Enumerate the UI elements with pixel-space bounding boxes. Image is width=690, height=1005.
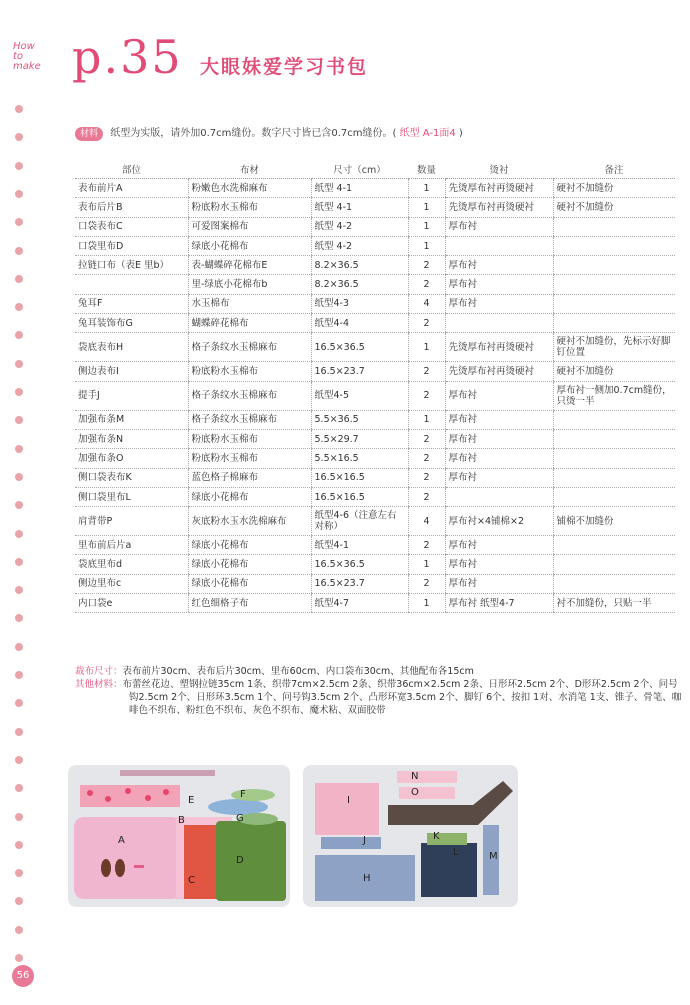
cell-part: 口袋里布D [75,236,188,255]
header-part: 部位 [75,160,188,179]
decorative-dot [15,784,23,792]
table-row [75,362,675,381]
cell-note [553,236,675,255]
cell-material: 绿底小花棉布 [188,574,311,593]
photo-label-o: O [411,787,419,798]
cell-material: 蓝色格子棉麻布 [188,468,311,487]
table-row [75,449,675,468]
cell-size: 纸型4-5 [311,381,408,410]
photo-label-b: B [178,815,185,826]
cell-size: 纸型4-1 [311,536,408,555]
materials-note [75,124,463,141]
cell-interfacing: 厚布衬 [445,217,553,236]
cell-interfacing: 厚布衬 [445,429,553,448]
materials-summary [75,665,685,717]
cell-part: 提手J [75,381,188,410]
table-row [75,333,675,362]
decorative-dot [15,671,23,679]
decorative-dot [15,558,23,566]
cell-size: 纸型 4-1 [311,198,408,217]
cell-interfacing: 厚布衬 纸型4-7 [445,594,553,613]
photo-label-m: M [489,851,498,862]
cell-material: 里-绿底小花棉布b [188,275,311,294]
table-row [75,217,675,236]
cell-material: 粉底粉水玉棉布 [188,429,311,448]
table-row [75,198,675,217]
decorative-dot [15,926,23,934]
cell-material: 粉底粉水玉棉布 [188,449,311,468]
decorative-dot [15,133,23,141]
cell-qty: 2 [408,362,445,381]
cell-qty: 1 [408,236,445,255]
decorative-dot [15,614,23,622]
materials-text: 纸型为实版，请外加0.7cm缝份。数字尺寸皆已含0.7cm缝份。( [110,128,397,139]
cell-material: 格子条纹水玉棉麻布 [188,410,311,429]
decorative-dot [15,643,23,651]
decorative-dot [15,473,23,481]
cell-interfacing: 厚布衬 [445,574,553,593]
cell-note: 厚布衬一侧加0.7cm缝份，只烫一半 [553,381,675,410]
cell-qty: 1 [408,410,445,429]
table-row [75,294,675,313]
decorative-dot [15,954,23,962]
cell-note [553,449,675,468]
decorative-dot [15,699,23,707]
decorative-dot [15,247,23,255]
cell-part: 口袋表布C [75,217,188,236]
cell-qty: 2 [408,256,445,275]
photo-label-c: C [188,875,195,886]
photo-label-k: K [433,831,440,842]
cell-note: 硬衬不加缝份，先标示好脚钉位置 [553,333,675,362]
table-row [75,410,675,429]
cell-part: 加强布条N [75,429,188,448]
materials-badge: 材料 [75,127,103,141]
cell-part: 肩背带P [75,507,188,536]
cell-size: 16.5×16.5 [311,468,408,487]
cell-part: 侧口袋里布L [75,487,188,506]
photo-label-j: J [363,835,366,846]
decorative-dot [15,445,23,453]
decorative-dot [15,303,23,311]
decorative-dot [15,813,23,821]
decorative-dot [15,586,23,594]
cell-material: 绿底小花棉布 [188,536,311,555]
cell-note: 硬衬不加缝份 [553,179,675,198]
cell-qty: 1 [408,333,445,362]
cell-material: 表-蝴蝶碎花棉布E [188,256,311,275]
cell-material: 绿底小花棉布 [188,236,311,255]
cell-size: 8.2×36.5 [311,275,408,294]
table-row [75,429,675,448]
header-qty: 数量 [408,160,445,179]
photo-label-h: H [363,873,371,884]
cell-note [553,275,675,294]
cell-size: 5.5×36.5 [311,410,408,429]
cell-qty: 2 [408,314,445,333]
cell-interfacing: 厚布衬 [445,410,553,429]
photo-label-a: A [118,835,125,846]
other-materials-label: 其他材料： [75,679,123,690]
cell-note [553,410,675,429]
cell-interfacing: 厚布衬 [445,536,553,555]
cell-qty: 1 [408,179,445,198]
cell-interfacing: 厚布衬×4铺棉×2 [445,507,553,536]
cell-material: 绿底小花棉布 [188,487,311,506]
table-row [75,179,675,198]
cell-qty: 2 [408,574,445,593]
cell-qty: 2 [408,429,445,448]
make-label: make [13,61,41,72]
cell-material: 粉底粉水玉棉布 [188,198,311,217]
cell-qty: 2 [408,487,445,506]
cell-interfacing [445,487,553,506]
cell-part: 兔耳F [75,294,188,313]
cell-size: 16.5×36.5 [311,555,408,574]
table-row [75,487,675,506]
how-label: How [13,41,35,52]
photo-label-g: G [236,813,244,824]
cell-size: 16.5×16.5 [311,487,408,506]
photo-label-n: N [411,771,419,782]
cell-qty: 1 [408,555,445,574]
materials-close: ) [458,128,463,139]
decorative-dot [15,728,23,736]
cell-material: 红色细格子布 [188,594,311,613]
other-materials-line [75,678,685,717]
cut-size-label: 裁布尺寸： [75,666,123,677]
cell-size: 纸型4-7 [311,594,408,613]
photo-label-i: I [347,795,350,806]
cell-note [553,468,675,487]
cell-note [553,555,675,574]
to-label: to [13,51,24,62]
cut-size-text: 表布前片30cm、表布后片30cm、里布60cm、内口袋布30cm、其他配布各15cm [122,666,474,677]
cell-qty: 2 [408,275,445,294]
header-interfacing: 烫衬 [445,160,553,179]
decorative-dot [15,869,23,877]
table-row [75,381,675,410]
decorative-dot [15,756,23,764]
fabric-photo-right [303,765,518,907]
cell-interfacing: 厚布衬 [445,555,553,574]
decorative-dots [12,105,28,985]
table-row [75,275,675,294]
cell-note [553,487,675,506]
cell-note [553,574,675,593]
table-row [75,555,675,574]
cell-qty: 4 [408,294,445,313]
cell-size: 纸型 4-2 [311,217,408,236]
cell-size: 纸型4-6（注意左右对称） [311,507,408,536]
cell-qty: 2 [408,449,445,468]
cell-note [553,217,675,236]
decorative-dot [15,275,23,283]
pattern-ref: 纸型 A-1面4 [399,128,456,139]
parts-table [75,160,675,613]
decorative-dot [15,897,23,905]
table-row [75,536,675,555]
cell-size: 8.2×36.5 [311,256,408,275]
cell-interfacing: 先烫厚布衬再烫硬衬 [445,198,553,217]
cell-part: 拉链口布（表E 里b） [75,256,188,275]
cell-part: 侧边表布I [75,362,188,381]
cell-note: 硬衬不加缝份 [553,362,675,381]
cell-part: 加强布条O [75,449,188,468]
cell-material: 绿底小花棉布 [188,555,311,574]
cell-interfacing [445,236,553,255]
cell-part: 表布后片B [75,198,188,217]
cell-qty: 1 [408,217,445,236]
decorative-dot [15,841,23,849]
header-size: 尺寸（cm） [311,160,408,179]
cell-material: 灰底粉水玉水洗棉麻布 [188,507,311,536]
cell-interfacing [445,314,553,333]
table-row [75,314,675,333]
table-row [75,594,675,613]
decorative-dot [15,218,23,226]
photo-label-d: D [236,855,244,866]
cell-material: 可爱图案棉布 [188,217,311,236]
cell-note: 铺棉不加缝份 [553,507,675,536]
decorative-dot [15,388,23,396]
decorative-dot [15,190,23,198]
decorative-dot [15,331,23,339]
cell-part: 袋底里布d [75,555,188,574]
decorative-dot [15,501,23,509]
cell-qty: 4 [408,507,445,536]
cell-interfacing: 先烫厚布衬再烫硬衬 [445,333,553,362]
cell-material: 蝴蝶碎花棉布 [188,314,311,333]
cell-material: 粉底粉水玉棉布 [188,362,311,381]
cell-qty: 2 [408,381,445,410]
cell-interfacing: 厚布衬 [445,294,553,313]
table-row [75,574,675,593]
cell-interfacing: 厚布衬 [445,381,553,410]
how-to-make-label [13,42,41,72]
cell-part: 侧口袋表布K [75,468,188,487]
cell-size: 5.5×16.5 [311,449,408,468]
page-number: 56 [12,965,34,987]
cell-interfacing: 先烫厚布衬再烫硬衬 [445,179,553,198]
cell-interfacing: 先烫厚布衬再烫硬衬 [445,362,553,381]
cut-size-line [75,665,685,678]
cell-interfacing: 厚布衬 [445,449,553,468]
cell-note: 衬不加缝份，只贴一半 [553,594,675,613]
cell-note [553,314,675,333]
cell-material: 格子条纹水玉棉麻布 [188,381,311,410]
header-note: 备注 [553,160,675,179]
cell-part: 袋底表布H [75,333,188,362]
decorative-dot [15,530,23,538]
table-row [75,507,675,536]
cell-part: 里布前后片a [75,536,188,555]
cell-size: 纸型4-4 [311,314,408,333]
cell-note [553,256,675,275]
cell-qty: 1 [408,594,445,613]
cell-interfacing: 厚布衬 [445,275,553,294]
decorative-dot [15,360,23,368]
cell-note [553,294,675,313]
cell-part [75,275,188,294]
decorative-dot [15,162,23,170]
decorative-dot [15,416,23,424]
other-materials-text: 布蕾丝花边、塑钢拉链35cm 1条、织带7cm×2.5cm 2条、织带36cm×2.5cm 2条、日形环2.5cm 2个、D形环2.5cm 2个、问号钩2.5cm 2个、日形环3.5cm 1个、问号钩3.5cm 2个、凸形环宽3.5cm 2个、脚钉 6个、按扣 1对、水消笔 1支、锥子、骨笔、咖啡色不织布、粉红色不织布、灰色不织布、魔术粘、双面胶带 [122,679,682,716]
photo-label-l: L [453,847,459,858]
header-material: 布材 [188,160,311,179]
cell-qty: 1 [408,198,445,217]
cell-part: 内口袋e [75,594,188,613]
cell-qty: 2 [408,468,445,487]
cell-part: 侧边里布c [75,574,188,593]
cell-size: 16.5×36.5 [311,333,408,362]
table-header-row [75,160,675,179]
decorative-dot [15,105,23,113]
table-row [75,236,675,255]
cell-material: 格子条纹水玉棉麻布 [188,333,311,362]
photo-label-e: E [188,795,195,806]
cell-size: 5.5×29.7 [311,429,408,448]
cell-note [553,429,675,448]
cell-qty: 2 [408,536,445,555]
cell-note [553,536,675,555]
cell-size: 纸型 4-2 [311,236,408,255]
cell-interfacing: 厚布衬 [445,256,553,275]
cell-size: 16.5×23.7 [311,362,408,381]
cell-size: 纸型4-3 [311,294,408,313]
fabric-photo-left [68,765,290,907]
cell-part: 兔耳装饰布G [75,314,188,333]
photo-label-f: F [240,789,246,800]
cell-size: 16.5×23.7 [311,574,408,593]
cell-note: 硬衬不加缝份 [553,198,675,217]
page-reference: p.35 [72,30,183,84]
cell-part: 加强布条M [75,410,188,429]
cell-material: 粉嫩色水洗棉麻布 [188,179,311,198]
cell-interfacing: 厚布衬 [445,468,553,487]
cell-material: 水玉棉布 [188,294,311,313]
table-row [75,256,675,275]
cell-part: 表布前片A [75,179,188,198]
cell-size: 纸型 4-1 [311,179,408,198]
page-title: 大眼妹爱学习书包 [200,56,369,78]
table-row [75,468,675,487]
